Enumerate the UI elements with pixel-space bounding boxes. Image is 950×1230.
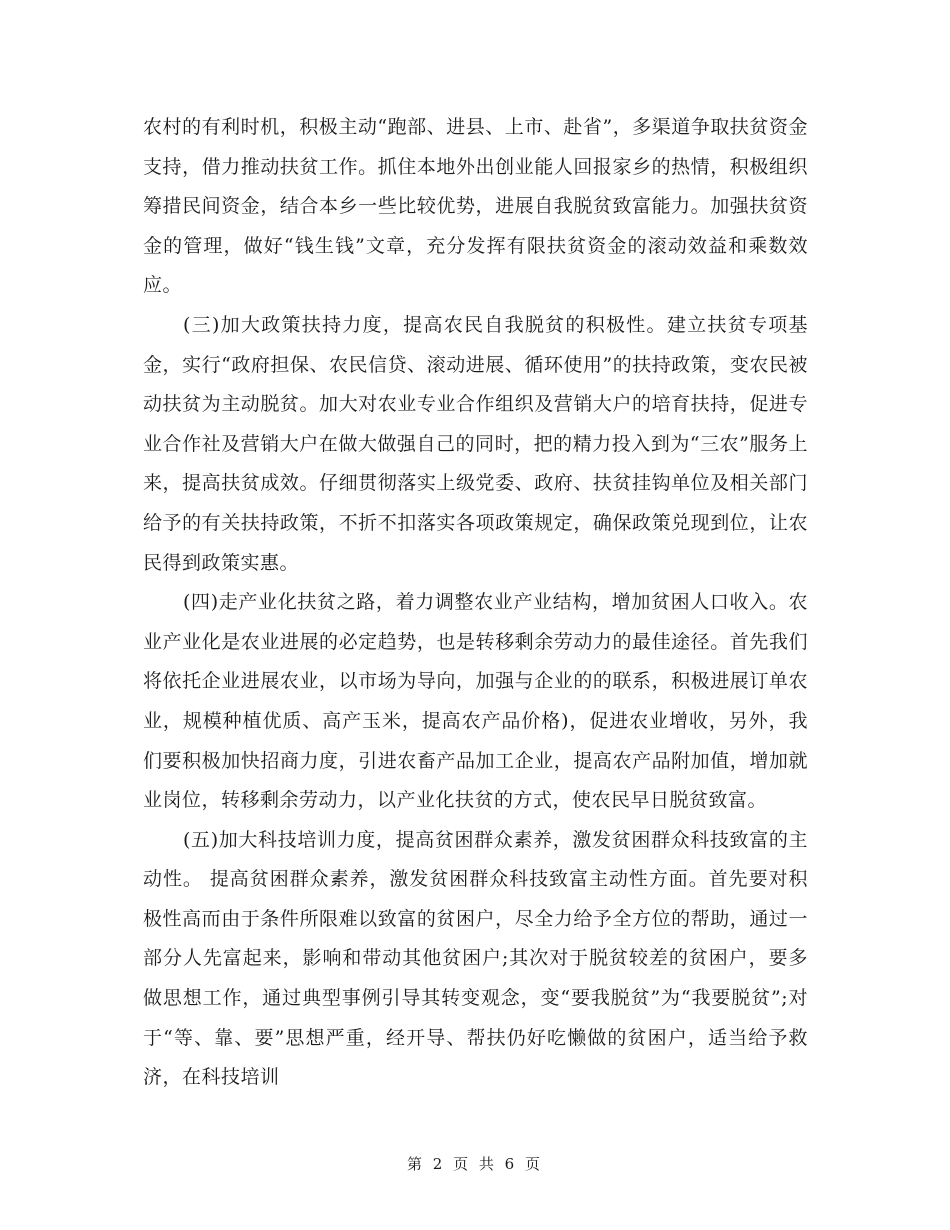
page-number-footer: 第 2 页 共 6 页 [407,1155,543,1173]
paragraph-continuation: 农村的有利时机，积极主动“跑部、进县、上市、赴省”，多渠道争取扶贫资金支持，借力推动扶贫工作。抓住本地外出创业能人回报家乡的热情，积极组织筹措民间资金，结合本乡一些比较优势，进展自我脱贫致富能力。加强扶贫资金的管理，做好“钱生钱”文章，充分发挥有限扶贫资金的滚动效益和乘数效应。 [143,116,808,297]
paragraph-section-5: (五)加大科技培训力度，提高贫困群众素养，激发贫困群众科技致富的主动性。 提高贫困群众素养，激发贫困群众科技致富主动性方面。首先要对积极性高而由于条件所限难以致富的贫困户，尽全力给予全方位的帮助，通过一部分人先富起来，影响和带动其他贫困户;其次对于脱贫较差的贫困户，要多做思想工作，通过典型事例引导其转变观念，变“要我脱贫”为“我要脱贫”;对于“等、靠、要”思想严重，经开导、帮扶仍好吃懒做的贫困户，适当给予救济，在科技培训 [143,828,808,1089]
document-body [143,108,808,1098]
paragraph-section-3: (三)加大政策扶持力度，提高农民自我脱贫的积极性。建立扶贫专项基金，实行“政府担保、农民信贷、滚动进展、循环使用”的扶持政策，变农民被动扶贫为主动脱贫。加大对农业专业合作组织及营销大户的培育扶持，促进专业合作社及营销大户在做大做强自己的同时，把的精力投入到为“三农”服务上来，提高扶贫成效。仔细贯彻落实上级党委、政府、扶贫挂钩单位及相关部门给予的有关扶持政策，不折不扣落实各项政策规定，确保政策兑现到位，让农民得到政策实惠。 [143,313,808,574]
paragraph-section-4: (四)走产业化扶贫之路，着力调整农业产业结构，增加贫困人口收入。农业产业化是农业进展的必定趋势，也是转移剩余劳动力的最佳途径。首先我们将依托企业进展农业，以市场为导向，加强与企业的的联系，积极进展订单农业，规模种植优质、高产玉米，提高农产品价格)，促进农业增收，另外，我们要积极加快招商力度，引进农畜产品加工企业，提高农产品附加值，增加就业岗位，转移剩余劳动力，以产业化扶贫的方式，使农民早日脱贫致富。 [143,591,808,812]
